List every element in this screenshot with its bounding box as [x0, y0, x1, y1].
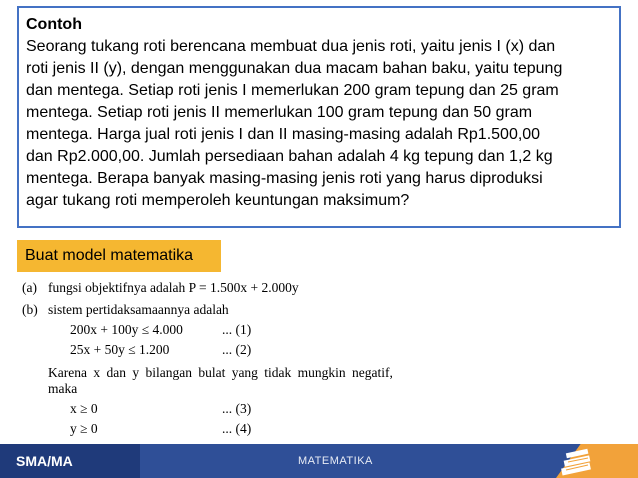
inequality-4-number: ... (4): [222, 421, 252, 436]
example-problem-box: [17, 6, 621, 228]
problem-line: agar tukang roti memperoleh keuntungan maksimum?: [26, 192, 410, 209]
nonnegative-note-cont: maka: [48, 381, 78, 396]
problem-line: mentega. Harga jual roti jenis I dan II masing-masing adalah Rp1.500,00: [26, 126, 541, 143]
system-intro: sistem pertidaksamaannya adalah: [48, 302, 229, 317]
inequality-1: 200x + 100y ≤ 4.000: [70, 322, 183, 337]
inequality-2-number: ... (2): [222, 342, 252, 357]
inequality-2: 25x + 50y ≤ 1.200: [70, 342, 170, 357]
inequality-3: x ≥ 0: [70, 401, 98, 416]
problem-line: mentega. Setiap roti jenis II memerlukan 100 gram tepung dan 50 gram: [26, 104, 533, 121]
book-stack-icon: [558, 448, 598, 476]
footer-subject: MATEMATIKA: [298, 455, 373, 467]
objective-function: fungsi objektifnya adalah P = 1.500x + 2.000y: [48, 280, 299, 295]
problem-line: dan Rp2.000,00. Jumlah persediaan bahan adalah 4 kg tepung dan 1,2 kg: [26, 148, 553, 165]
solution-b-marker: (b): [22, 302, 38, 317]
inequality-4: y ≥ 0: [70, 421, 98, 436]
footer-bar: [0, 444, 638, 478]
solution-a-marker: (a): [22, 280, 37, 295]
inequality-1-number: ... (1): [222, 322, 252, 337]
inequality-3-number: ... (3): [222, 401, 252, 416]
problem-line: mentega. Berapa banyak masing-masing jenis roti yang harus diproduksi: [26, 170, 543, 187]
example-title: Contoh: [26, 16, 82, 33]
problem-line: Seorang tukang roti berencana membuat dua jenis roti, yaitu jenis I (x) dan: [26, 38, 556, 55]
model-label: Buat model matematika: [17, 240, 221, 272]
problem-line: dan mentega. Setiap roti jenis I memerlukan 200 gram tepung dan 25 gram: [26, 82, 559, 99]
footer-brand: SMA/MA: [16, 453, 73, 469]
problem-line: roti jenis II (y), dengan menggunakan dua macam bahan baku, yaitu tepung: [26, 60, 563, 77]
nonnegative-note: Karena x dan y bilangan bulat yang tidak mungkin negatif,: [48, 365, 393, 380]
